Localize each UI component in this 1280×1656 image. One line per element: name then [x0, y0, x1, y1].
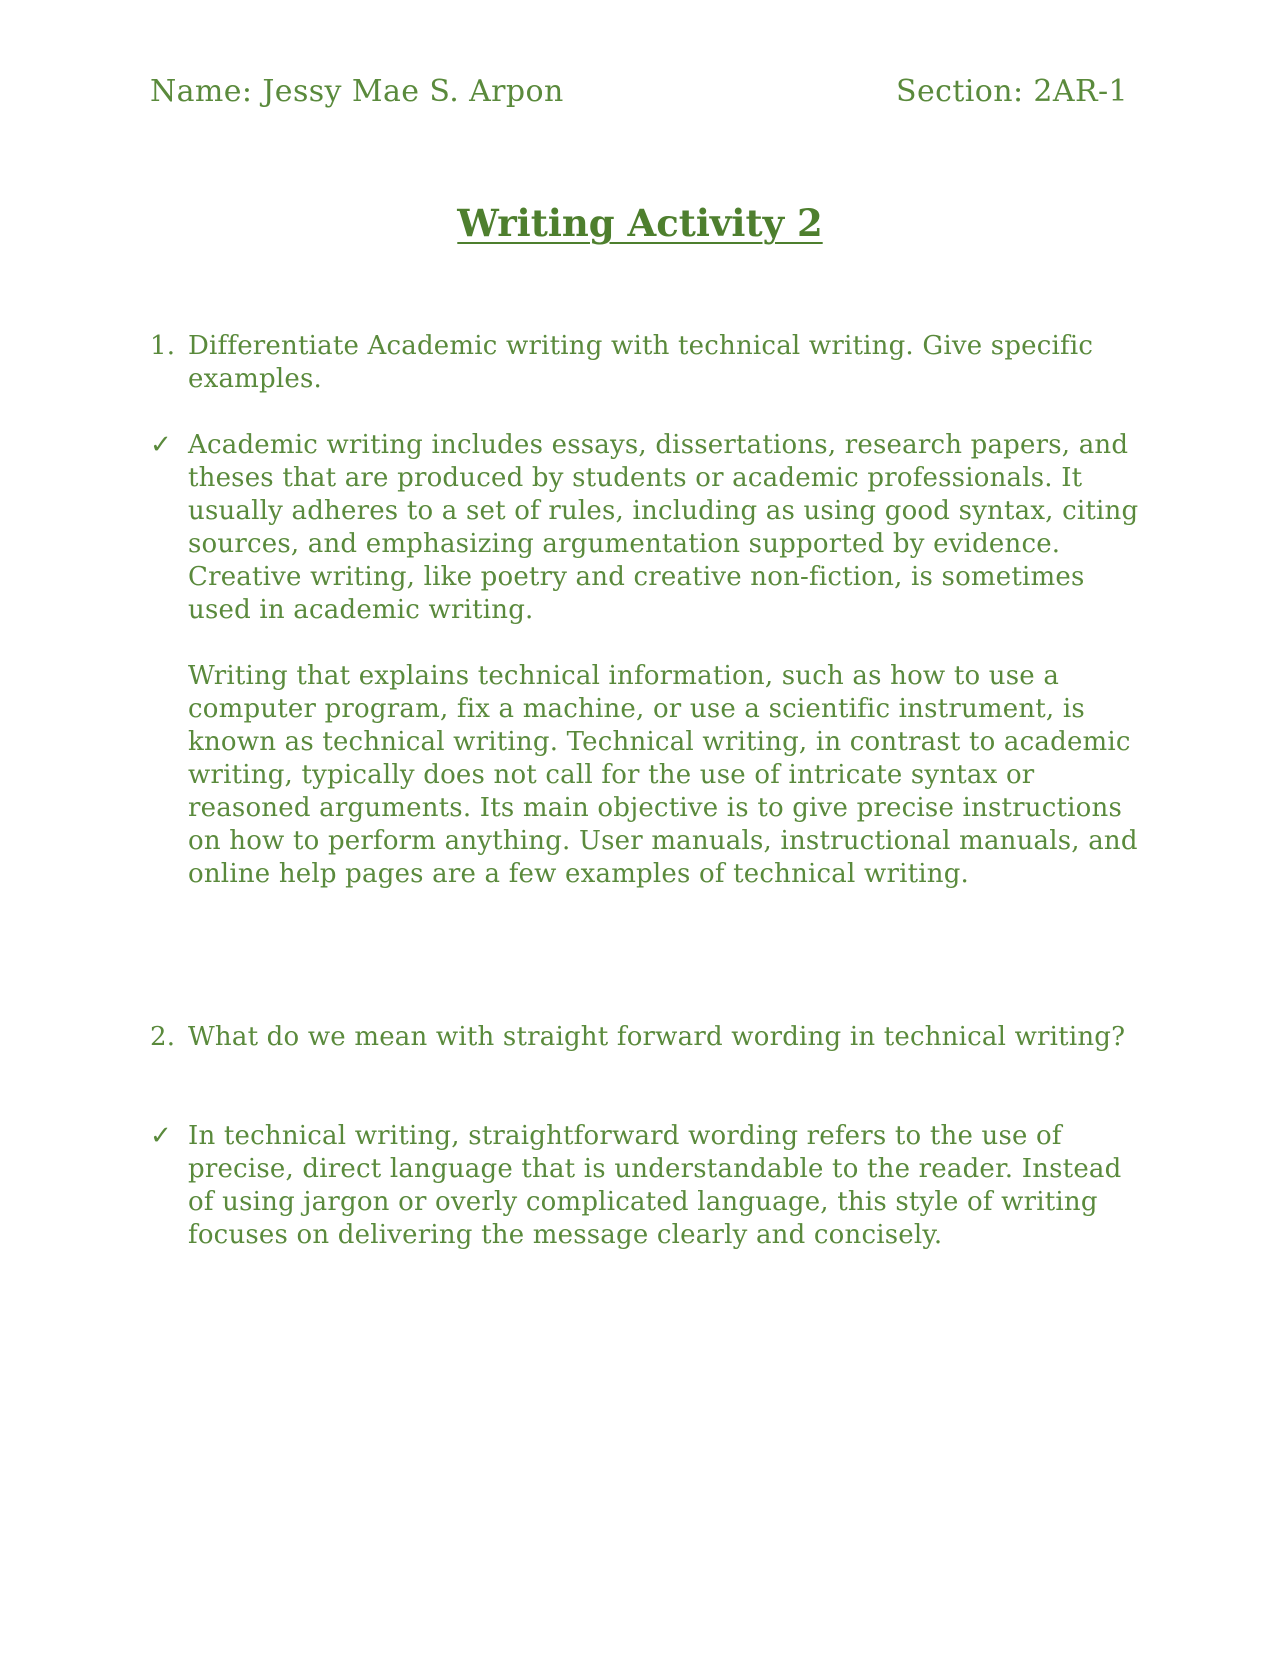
answer-1 [150, 429, 1140, 891]
answer-1-paragraph-2: Writing that explains technical information, such as how to use a computer program, fix a machine, or use a scientific instrument, is known as technical writing. Technical writing, in contrast to academic writing, typically does not call for the use of intricate syntax or reasoned arguments. Its main objective is to give precise instructions on how to perform anything. User manuals, instructional manuals, and online help pages are a few examples of technical writing. [188, 661, 1138, 889]
question-1 [150, 330, 1140, 396]
document-title-text: Writing Activity 2 [457, 201, 823, 245]
check-icon: ✓ [150, 1121, 172, 1151]
answer-2 [150, 1120, 1140, 1252]
question-2 [150, 1021, 1140, 1054]
question-1-number: 1. [150, 331, 176, 361]
question-2-number: 2. [150, 1022, 176, 1052]
student-name: Name: Jessy Mae S. Arpon [150, 74, 564, 109]
check-icon: ✓ [150, 430, 172, 460]
question-2-text: What do we mean with straight forward wording in technical writing? [188, 1022, 1126, 1052]
answer-1-paragraph-1: Academic writing includes essays, dissertations, research papers, and theses that are produced by students or academic professionals. It usually adheres to a set of rules, including as using good syntax, citing sources, and emphasizing argumentation supported by evidence. Creative writing, like poetry and creative non-fiction, is sometimes used in academic writing. [188, 430, 1139, 625]
document-title [0, 198, 1280, 248]
document-header [150, 72, 1128, 112]
answer-2-paragraph-1: In technical writing, straightforward wording refers to the use of precise, direct language that is understandable to the reader. Instead of using jargon or overly complicated language, this style of writing focuses on delivering the message clearly and concisely. [188, 1121, 1122, 1250]
question-1-text: Differentiate Academic writing with technical writing. Give specific examples. [188, 331, 1094, 394]
student-section: Section: 2AR-1 [896, 74, 1128, 109]
